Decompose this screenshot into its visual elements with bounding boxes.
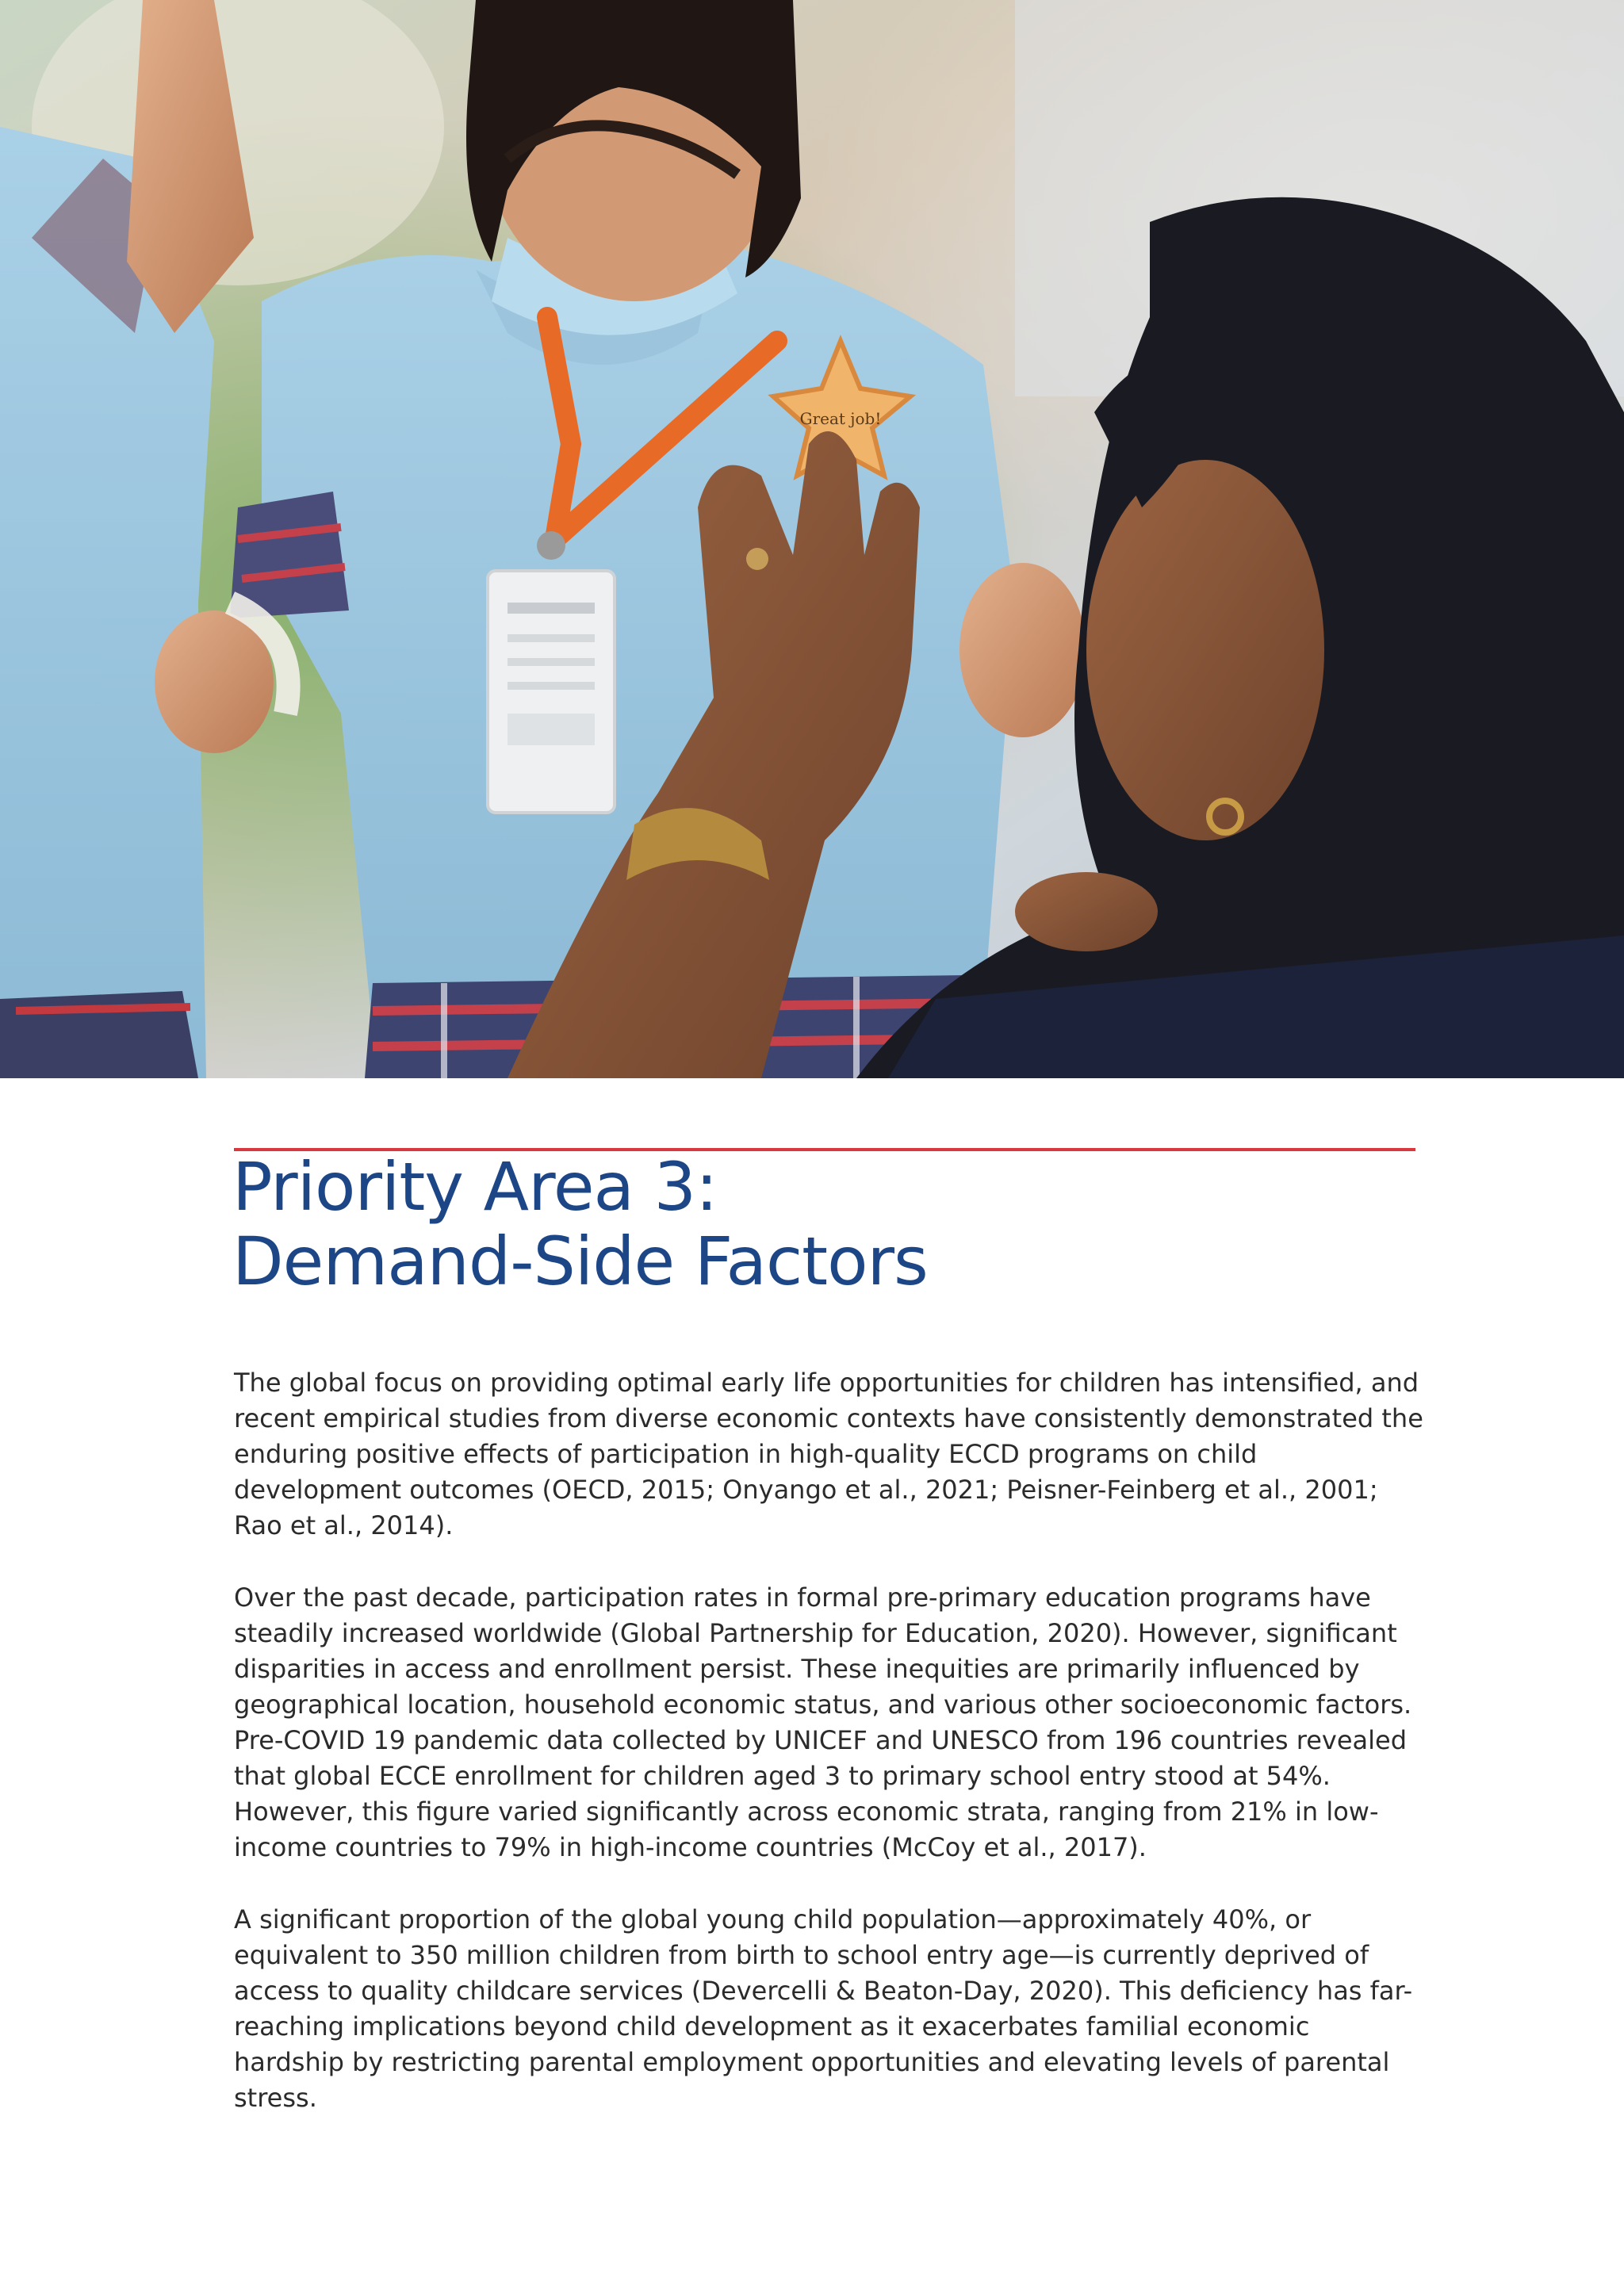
paragraph-1: The global focus on providing optimal early life opportunities for children has intensified, and recent empirical studies from diverse economic contexts have consistently demonstrated the enduring positive effects of participation in high-quality ECCD programs on child development outcomes (OECD, 2015; Onyango et al., 2021; Peisner-Feinberg et al., 2001; Rao et al., 2014). — [234, 1368, 1423, 1540]
page-title — [232, 1150, 1422, 1299]
title-line-1: Priority Area 3: — [232, 1148, 718, 1226]
sticker-text: Great job! — [799, 409, 882, 428]
paragraph-3: A significant proportion of the global young child population—approximately 40%, or equivalent to 350 million children from birth to school entry age—is currently deprived of access to quality childcare services (Devercelli & Beaton-Day, 2020). This deficiency has far-reaching implications beyond child development as it exacerbates familial economic hardship by restricting parental employment opportunities and elevating levels of parental stress. — [234, 1904, 1413, 2113]
body-text — [234, 1365, 1423, 2152]
hero-photo — [0, 0, 1624, 1078]
title-line-2: Demand-Side Factors — [232, 1223, 928, 1300]
paragraph-2: Over the past decade, participation rates in formal pre-primary education programs have steadily increased worldwide (Global Partnership for Education, 2020). However, significant disparities in access and enrollment persist. These inequities are primarily influenced by geographical location, household economic status, and various other socioeconomic factors. Pre-COVID 19 pandemic data collected by UNICEF and UNESCO from 196 countries revealed that global ECCE enrollment for children aged 3 to primary school entry stood at 54%. However, this figure varied significantly across economic strata, ranging from 21% in low-income countries to 79% in high-income countries (McCoy et al., 2017). — [234, 1582, 1412, 1862]
